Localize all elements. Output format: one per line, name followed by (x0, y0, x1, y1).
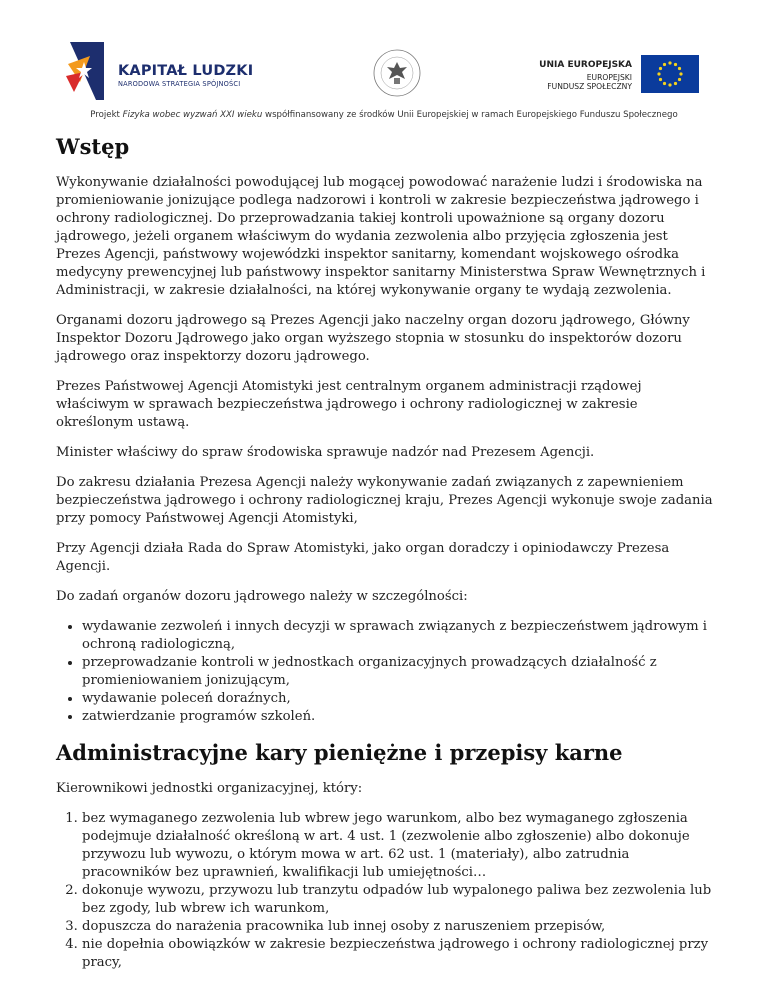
paragraph: Kierownikowi jednostki organizacyjnej, który: (56, 781, 363, 796)
numbered-item: 1. bez wymaganego zezwolenia lub wbrew jego warunkom, albo bez wymaganego zgłoszenia podejmuje działalność określoną w art. 4 ust. 1 (zezwolenie albo zgłoszenie) albo dokonuje przywozu lub wywozu, o którym mowa w art. 62 ust. 1 (materiały), albo zatrudnia pracowników bez uprawnień, kwalifikacji lub umiejętności… (82, 810, 716, 882)
section-heading-penalties: Administracyjne kary pieniężne i przepisy karne (56, 740, 623, 765)
kapital-ludzki-title: KAPITAŁ LUDZKI (118, 63, 254, 79)
kapital-ludzki-logo-icon (66, 42, 106, 100)
bullet-item: • wydawanie poleceń doraźnych, (82, 690, 716, 708)
project-prefix: Projekt (90, 110, 123, 120)
document-content (56, 128, 716, 972)
numbered-item: 2. dokonuje wywozu, przywozu lub tranzytu odpadów lub wypalonego paliwa bez zezwolenia lub bez zgody, lub wbrew ich warunkom, (82, 882, 716, 918)
numbered-list (56, 810, 716, 972)
project-name: Fizyka wobec wyzwań XXI wieku (122, 110, 263, 120)
eu-title: UNIA EUROPEJSKA (539, 60, 632, 70)
numbered-item: 4. nie dopełnia obowiązków w zakresie bezpieczeństwa jądrowego i ochrony radiologicznej przy pracy, (82, 936, 716, 972)
project-line (0, 110, 768, 120)
university-seal-icon (372, 48, 422, 98)
eu-fund-line2: FUNDUSZ SPOŁECZNY (547, 82, 632, 91)
paragraph: Minister właściwy do spraw środowiska sprawuje nadzór nad Prezesem Agencji. (56, 445, 595, 460)
section-heading-intro: Wstęp (56, 134, 130, 159)
bullet-item: • wydawanie zezwoleń i innych decyzji w sprawach związanych z bezpieczeństwem jądrowym i ochroną radiologiczną, (82, 618, 716, 654)
paragraph: Przy Agencji działa Rada do Spraw Atomistyki, jako organ doradczy i opiniodawczy Prezesa Agencji. (56, 541, 670, 574)
bullet-item: • zatwierdzanie programów szkoleń. (82, 708, 716, 726)
bullet-list (56, 618, 716, 726)
kapital-ludzki-subtitle: NARODOWA STRATEGIA SPÓJNOŚCI (118, 80, 241, 88)
bullet-item: • przeprowadzanie kontroli w jednostkach organizacyjnych prowadzących działalność z promieniowaniem jonizującym, (82, 654, 716, 690)
eu-fund-line1: EUROPEJSKI (586, 73, 632, 82)
project-suffix: współfinansowany ze środków Unii Europejskiej w ramach Europejskiego Funduszu Społecznego (262, 110, 678, 120)
paragraph: Do zakresu działania Prezesa Agencji należy wykonywanie zadań związanych z zapewnieniem bezpieczeństwa jądrowego i ochrony radiologicznej kraju, Prezes Agencji wykonuje swoje zadania przy pomocy Państwowej Agencji Atomistyki, (56, 475, 713, 526)
paragraph: Do zadań organów dozoru jądrowego należy w szczególności: (56, 589, 468, 604)
page-header (0, 0, 768, 128)
paragraph: Wykonywanie działalności powodującej lub mogącej powodować narażenie ludzi i środowiska na promieniowanie jonizujące podlega nadzorowi i kontroli w zakresie bezpieczeństwa jądrowego i ochrony radiologicznej. Do przeprowadzania takiej kontroli upoważnione są organy dozoru jądrowego, jeżeli organem właściwym do wydania zezwolenia albo przyjęcia zgłoszenia jest Prezes Agencji, państwowy wojewódzki inspektor sanitarny, komendant wojskowego ośrodka medycyny prewencyjnej lub państwowy inspektor sanitarny Ministerstwa Spraw Wewnętrznych i Administracji, w zakresie działalności, na której wykonywanie organy te wydają zezwolenia. (56, 175, 706, 298)
numbered-item: 3. dopuszcza do narażenia pracownika lub innej osoby z naruszeniem przepisów, (82, 918, 716, 936)
eu-flag-icon (641, 55, 699, 93)
paragraph: Organami dozoru jądrowego są Prezes Agencji jako naczelny organ dozoru jądrowego, Główny Inspektor Dozoru Jądrowego jako organ wyższego stopnia w stosunku do inspektorów dozoru jądrowego oraz inspektorzy dozoru jądrowego. (56, 313, 690, 364)
paragraph: Prezes Państwowej Agencji Atomistyki jest centralnym organem administracji rządowej właściwym w sprawach bezpieczeństwa jądrowego i ochrony radiologicznej w zakresie określonym ustawą. (56, 379, 642, 430)
